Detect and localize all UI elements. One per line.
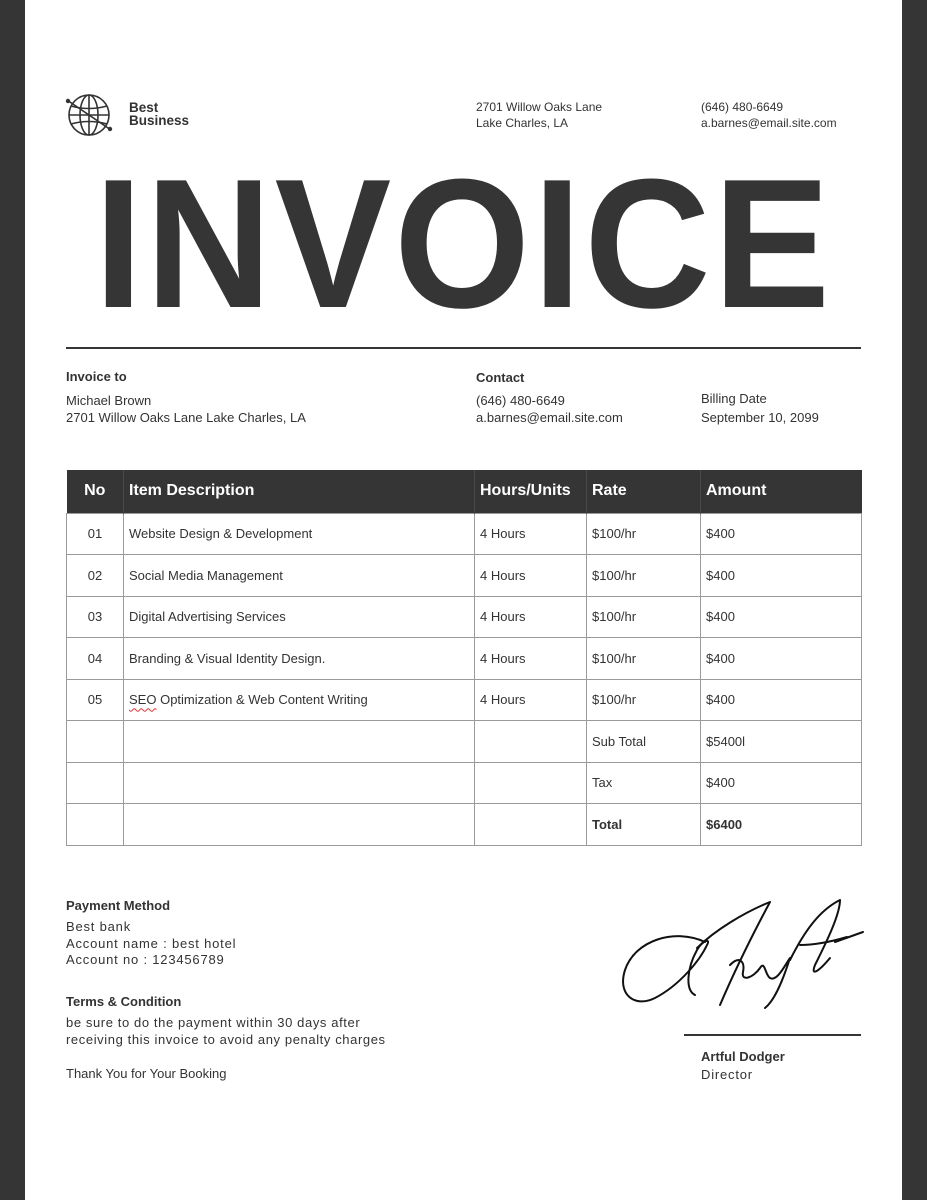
billing-date-label: Billing Date [701,391,767,406]
row-amount: $400 [701,679,862,721]
invoice-table [66,470,862,846]
row-amount: $400 [701,555,862,597]
row-amount: $400 [701,513,862,555]
row-description: Digital Advertising Services [124,596,475,638]
page-title: INVOICE [94,140,833,346]
empty-cell [475,762,587,804]
billing-date: September 10, 2099 [701,410,819,425]
signer-role: Director [701,1067,753,1082]
empty-cell [124,804,475,846]
row-description: Branding & Visual Identity Design. [124,638,475,680]
empty-cell [67,804,124,846]
tax-label: Tax [587,762,701,804]
header-rate: Rate [587,470,701,513]
signature-icon [615,890,865,1020]
payment-method-label: Payment Method [66,898,171,913]
row-description: Social Media Management [124,555,475,597]
invoice-to-label: Invoice to [66,369,127,384]
terms-text: be sure to do the payment within 30 days after receiving this invoice to avoid any penalty charges [66,1015,386,1047]
row-no: 01 [67,513,124,555]
invoice-page [25,0,902,1200]
row-description-rest: Optimization & Web Content Writing [156,692,368,708]
header-amount: Amount [701,470,862,513]
empty-cell [475,804,587,846]
row-amount: $400 [701,596,862,638]
contact-details [476,392,623,426]
row-rate: $100/hr [587,638,701,680]
total-row [67,804,862,846]
header-no: No [67,470,124,513]
terms-label: Terms & Condition [66,994,182,1009]
row-hours: 4 Hours [475,555,587,597]
subtotal-value: $5400l [701,721,862,763]
subtotal-row [67,721,862,763]
payment-details [66,919,236,969]
title-divider [66,347,861,349]
subtotal-label: Sub Total [587,721,701,763]
header-phone: (646) 480-6649 [701,100,784,114]
table-row [67,555,862,597]
header-address-line2: Lake Charles, LA [476,115,569,130]
total-value: $6400 [701,804,862,846]
invoice-to-details [66,392,306,426]
row-description [124,679,475,721]
header-address-line1: 2701 Willow Oaks Lane [476,100,603,114]
row-hours: 4 Hours [475,638,587,680]
row-rate: $100/hr [587,596,701,638]
row-no: 02 [67,555,124,597]
brand-line2: Business [129,113,190,128]
row-hours: 4 Hours [475,513,587,555]
brand-name [129,101,189,127]
header-hours: Hours/Units [475,470,587,513]
payment-bank: Best bank [66,919,132,934]
row-rate: $100/hr [587,555,701,597]
empty-cell [124,721,475,763]
row-hours: 4 Hours [475,679,587,721]
empty-cell [67,762,124,804]
row-rate: $100/hr [587,513,701,555]
row-hours: 4 Hours [475,596,587,638]
client-name: Michael Brown [66,393,152,408]
client-address: 2701 Willow Oaks Lane Lake Charles, LA [66,410,306,425]
row-amount: $400 [701,638,862,680]
table-row [67,596,862,638]
table-header-row [67,470,862,513]
row-description: Website Design & Development [124,513,475,555]
header-address [476,100,602,131]
signature-line [684,1034,861,1036]
brand-line1: Best [129,100,159,115]
contact-label: Contact [476,370,525,385]
total-label: Total [587,804,701,846]
table-row [67,679,862,721]
tax-row [67,762,862,804]
row-no: 05 [67,679,124,721]
table-row [67,513,862,555]
header-description: Item Description [124,470,475,513]
table-row [67,638,862,680]
payment-account-name: Account name : best hotel [66,935,237,951]
contact-email: a.barnes@email.site.com [476,410,623,425]
payment-account-no: Account no : 123456789 [66,952,225,967]
thank-you-note: Thank You for Your Booking [66,1066,227,1081]
empty-cell [124,762,475,804]
row-no: 04 [67,638,124,680]
globe-icon [65,92,115,138]
row-no: 03 [67,596,124,638]
spellcheck-flagged-word: SEO [129,692,157,708]
header-contact [701,100,837,131]
contact-phone: (646) 480-6649 [476,393,565,408]
empty-cell [475,721,587,763]
signer-name: Artful Dodger [701,1049,785,1064]
empty-cell [67,721,124,763]
header-email: a.barnes@email.site.com [701,115,837,130]
billing-info [701,390,819,426]
row-rate: $100/hr [587,679,701,721]
tax-value: $400 [701,762,862,804]
